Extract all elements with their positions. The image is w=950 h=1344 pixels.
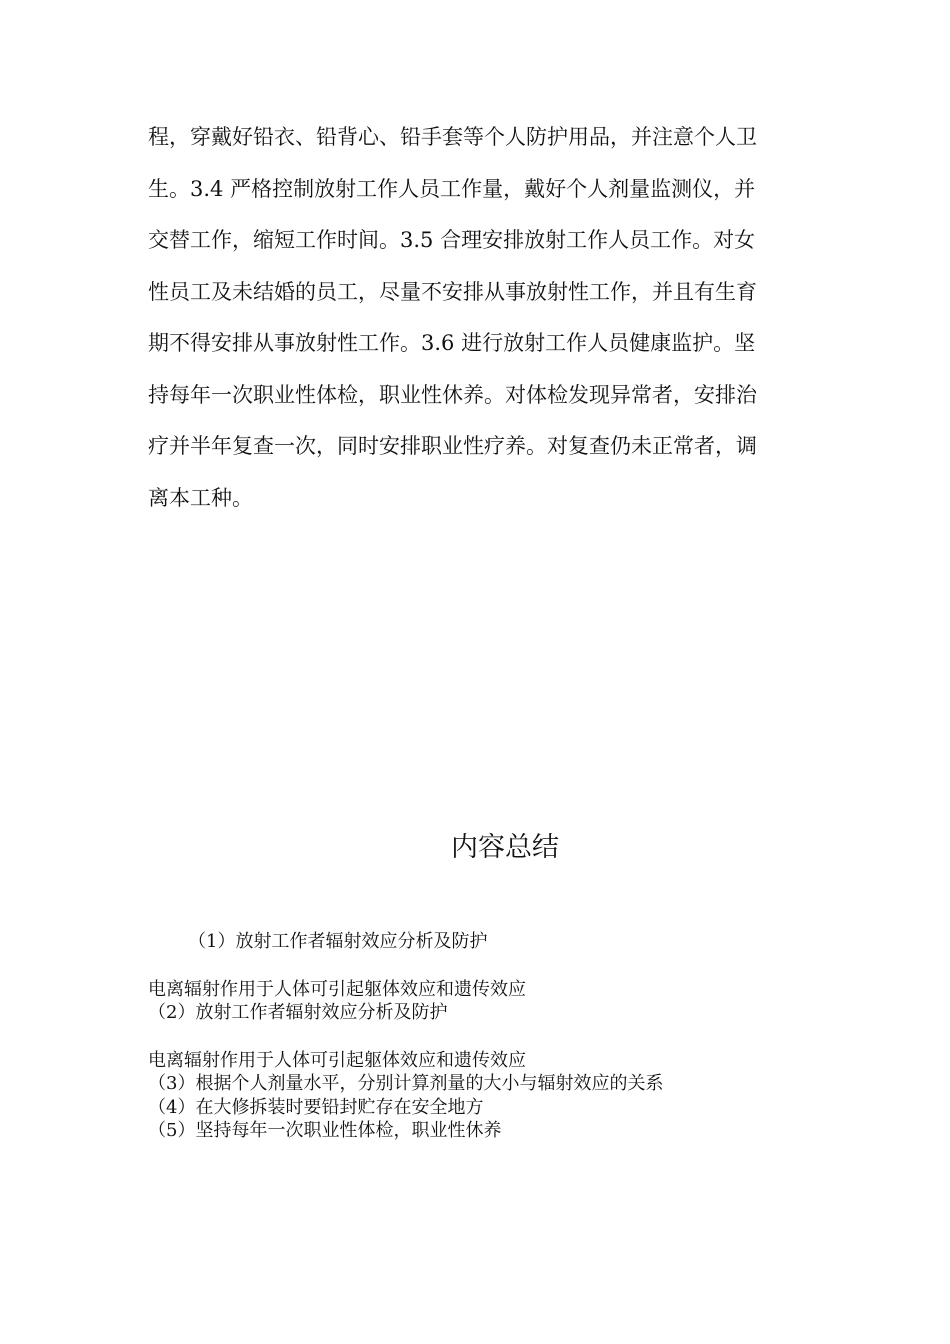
summary-item-1: （1）放射工作者辐射效应分析及防护 (188, 931, 488, 952)
summary-item-2: （2）放射工作者辐射效应分析及防护 (148, 1002, 448, 1023)
summary-text-2: 电离辐射作用于人体可引起躯体效应和遗传效应 (148, 1049, 526, 1071)
body-paragraph (148, 112, 808, 524)
body-line: 交替工作，缩短工作时间。3.5 合理安排放射工作人员工作。对女 (148, 228, 756, 252)
spacer (148, 1025, 848, 1049)
body-line: 程，穿戴好铅衣、铅背心、铅手套等个人防护用品，并注意个人卫 (148, 125, 757, 149)
summary-item-3: （3）根据个人剂量水平，分别计算剂量的大小与辐射效应的关系 (148, 1073, 664, 1094)
summary-item-5: （5）坚持每年一次职业性体检，职业性休养 (148, 1120, 502, 1141)
summary-title: 内容总结 (451, 832, 559, 863)
summary-section (148, 930, 848, 1143)
body-line: 性员工及未结婚的员工，尽量不安排从事放射性工作，并且有生育 (148, 279, 757, 304)
summary-item-4: （4）在大修拆装时要铅封贮存在安全地方 (148, 1096, 484, 1118)
body-line: 持每年一次职业性体检，职业性休养。对体检发现异常者，安排治 (148, 382, 757, 407)
spacer (148, 954, 848, 978)
summary-text-1: 电离辐射作用于人体可引起躯体效应和遗传效应 (148, 978, 526, 1000)
body-line: 期不得安排从事放射性工作。3.6 进行放射工作人员健康监护。坚 (148, 331, 756, 355)
body-line: 生。3.4 严格控制放射工作人员工作量，戴好个人剂量监测仪，并 (148, 176, 756, 201)
body-line: 离本工种。 (148, 485, 253, 510)
body-line: 疗并半年复查一次，同时安排职业性疗养。对复查仍未正常者，调 (148, 434, 757, 458)
